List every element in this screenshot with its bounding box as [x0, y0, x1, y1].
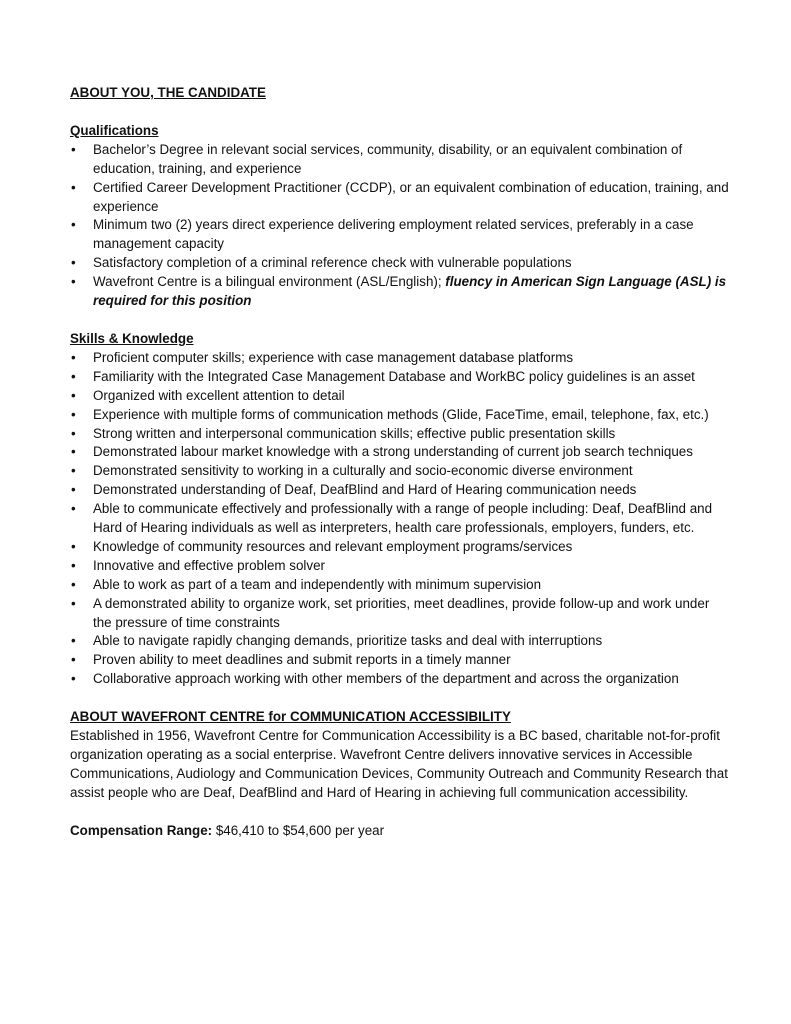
- qualifications-list: [70, 141, 730, 311]
- list-item: • Demonstrated understanding of Deaf, DeafBlind and Hard of Hearing communication needs: [70, 481, 730, 500]
- list-item: • Experience with multiple forms of communication methods (Glide, FaceTime, email, telephone, fax, etc.): [70, 406, 730, 425]
- list-item: • Able to communicate effectively and professionally with a range of people including: Deaf, DeafBlind and Hard of Hearing individuals as well as interpreters, health care professionals, employers, funders, etc.: [70, 500, 730, 538]
- list-item: • Minimum two (2) years direct experience delivering employment related services, preferably in a case management capacity: [70, 216, 730, 254]
- skills-heading: Skills & Knowledge: [70, 330, 194, 346]
- list-item: • Able to navigate rapidly changing demands, prioritize tasks and deal with interruptions: [70, 632, 730, 651]
- about-heading: ABOUT WAVEFRONT CENTRE for COMMUNICATION ACCESSIBILITY: [70, 709, 511, 725]
- list-item: • Satisfactory completion of a criminal reference check with vulnerable populations: [70, 254, 730, 273]
- list-item: • Proficient computer skills; experience with case management database platforms: [70, 349, 730, 368]
- document-page: [70, 84, 730, 841]
- list-item: • Familiarity with the Integrated Case Management Database and WorkBC policy guidelines is an asset: [70, 368, 730, 387]
- list-item: • Demonstrated labour market knowledge with a strong understanding of current job search techniques: [70, 443, 730, 462]
- list-item: • Collaborative approach working with other members of the department and across the organization: [70, 670, 730, 689]
- list-item: • Able to work as part of a team and independently with minimum supervision: [70, 576, 730, 595]
- compensation-value: $46,410 to $54,600 per year: [212, 822, 385, 838]
- list-item-asl-requirement: [70, 273, 730, 311]
- skills-list: [70, 349, 730, 689]
- list-item: • Bachelor’s Degree in relevant social services, community, disability, or an equivalent combination of education, training, and experience: [70, 141, 730, 179]
- qualifications-heading: Qualifications: [70, 122, 159, 138]
- list-item: • Demonstrated sensitivity to working in a culturally and socio-economic diverse environment: [70, 462, 730, 481]
- list-item: • Proven ability to meet deadlines and submit reports in a timely manner: [70, 651, 730, 670]
- list-item: • Certified Career Development Practitioner (CCDP), or an equivalent combination of education, training, and experience: [70, 179, 730, 217]
- asl-requirement-text: Wavefront Centre is a bilingual environment (ASL/English);: [93, 274, 446, 290]
- compensation-line: [70, 822, 730, 841]
- compensation-label: Compensation Range:: [70, 822, 213, 838]
- about-body: Established in 1956, Wavefront Centre for Communication Accessibility is a BC based, charitable not-for-profit organization operating as a social enterprise. Wavefront Centre delivers innovative services in Accessible Communications, Audiology and Communication Devices, Community Outreach and Community Research that assist people who are Deaf, DeafBlind and Hard of Hearing in achieving full communication accessibility.: [70, 728, 728, 800]
- list-item: • Organized with excellent attention to detail: [70, 387, 730, 406]
- asl-requirement-emphasis: fluency in American Sign Language (ASL) is required for this position: [93, 274, 727, 309]
- list-item: • Innovative and effective problem solver: [70, 557, 730, 576]
- list-item: • Strong written and interpersonal communication skills; effective public presentation skills: [70, 425, 730, 444]
- list-item: • Knowledge of community resources and relevant employment programs/services: [70, 538, 730, 557]
- candidate-heading: ABOUT YOU, THE CANDIDATE: [70, 85, 266, 100]
- list-item: • A demonstrated ability to organize work, set priorities, meet deadlines, provide follow-up and work under the pressure of time constraints: [70, 595, 730, 633]
